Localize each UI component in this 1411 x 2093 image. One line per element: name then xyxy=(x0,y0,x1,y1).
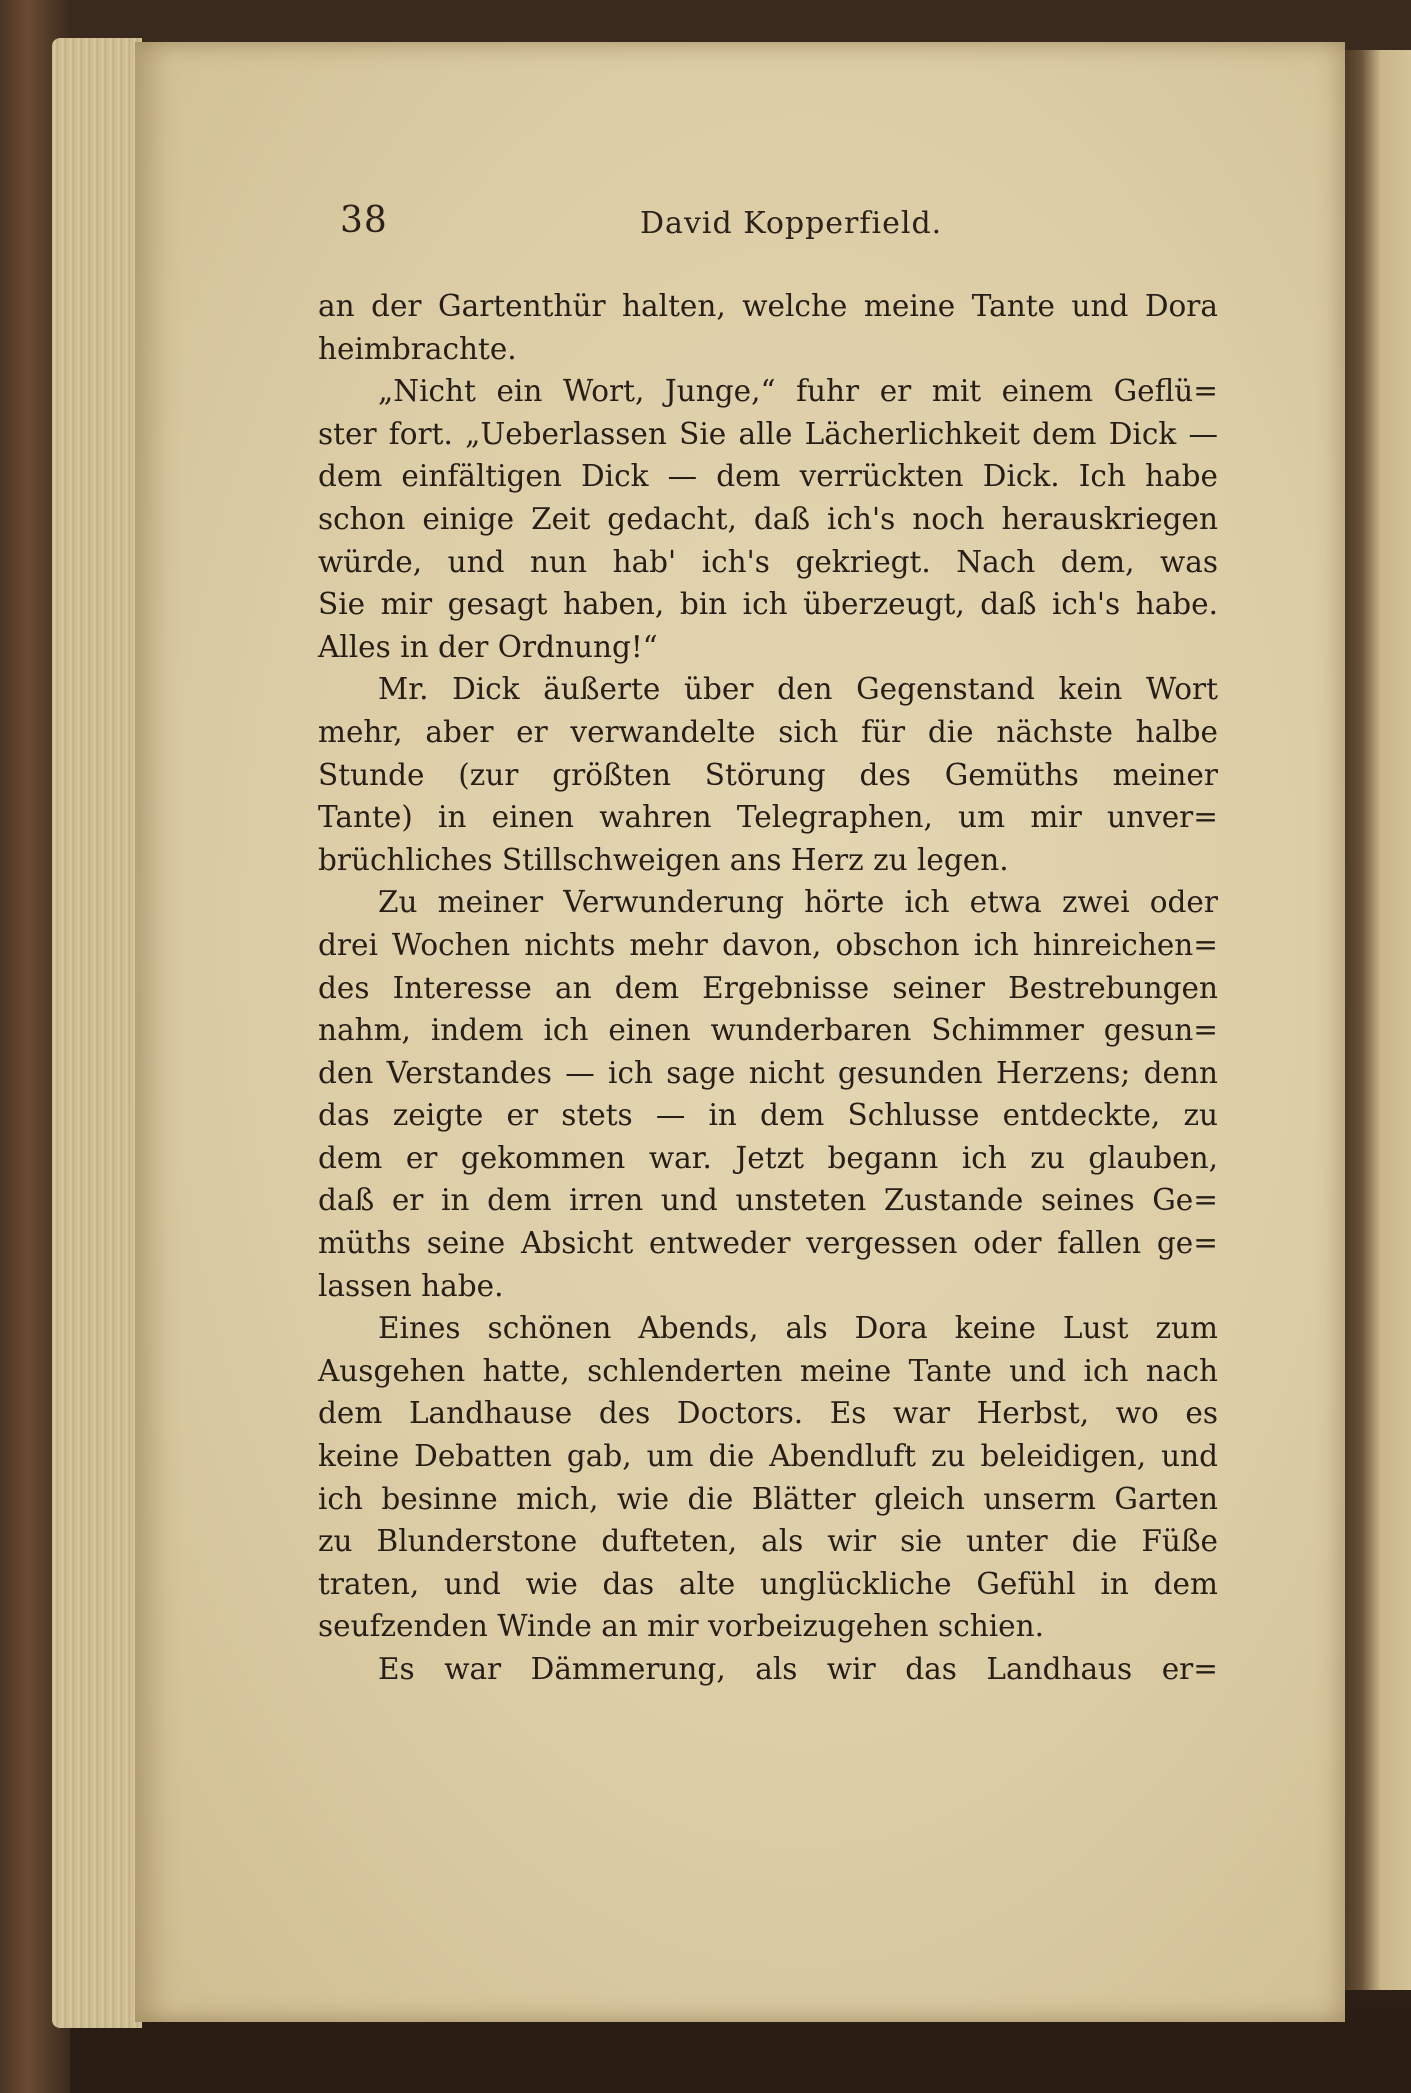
text-line: schon einige Zeit gedacht, daß ich's noch herauskriegen xyxy=(318,501,1218,536)
text-line: „Nicht ein Wort, Junge,“ fuhr er mit einem Geflü= xyxy=(378,374,1218,409)
text-line: dem Landhause des Doctors. Es war Herbst, wo es xyxy=(318,1396,1218,1431)
text-line: dem einfältigen Dick — dem verrückten Dick. Ich habe xyxy=(318,459,1218,494)
text-line: an der Gartenthür halten, welche meine Tante und Dora xyxy=(318,289,1218,323)
text-line: ich besinne mich, wie die Blätter gleich unserm Garten xyxy=(318,1481,1218,1516)
text-line: zu Blunderstone dufteten, als wir sie unter die Füße xyxy=(318,1524,1218,1559)
text-line: heimbrachte. xyxy=(318,331,517,366)
body-text xyxy=(318,285,1218,1691)
text-line: ster fort. „Ueberlassen Sie alle Lächerlichkeit dem Dick — xyxy=(318,416,1218,451)
text-line: Stunde (zur größten Störung des Gemüths meiner xyxy=(318,757,1218,792)
text-line: lassen habe. xyxy=(318,1268,504,1303)
text-line: nahm, indem ich einen wunderbaren Schimmer gesun= xyxy=(318,1013,1218,1048)
text-line: Mr. Dick äußerte über den Gegenstand kein Wort xyxy=(378,672,1218,707)
text-line: dem er gekommen war. Jetzt begann ich zu glauben, xyxy=(318,1140,1218,1175)
text-line: seufzenden Winde an mir vorbeizugehen schien. xyxy=(318,1609,1044,1644)
text-line: müths seine Absicht entweder vergessen oder fallen ge= xyxy=(318,1226,1218,1261)
running-title: David Kopperfield. xyxy=(640,206,943,241)
text-line: Eines schönen Abends, als Dora keine Lust zum xyxy=(378,1311,1218,1346)
text-line: den Verstandes — ich sage nicht gesunden Herzens; denn xyxy=(318,1055,1218,1090)
text-line: des Interesse an dem Ergebnisse seiner Bestrebungen xyxy=(318,970,1218,1005)
text-line: Sie mir gesagt haben, bin ich überzeugt, daß ich's habe. xyxy=(318,587,1218,622)
text-line: Tante) in einen wahren Telegraphen, um mir unver= xyxy=(318,800,1218,835)
text-line: Zu meiner Verwunderung hörte ich etwa zwei oder xyxy=(378,885,1218,920)
text-line: brüchliches Stillschweigen ans Herz zu legen. xyxy=(318,842,1009,877)
page-stack-left xyxy=(52,38,142,2028)
text-line: mehr, aber er verwandelte sich für die nächste halbe xyxy=(318,714,1218,749)
text-line: Es war Dämmerung, als wir das Landhaus er= xyxy=(378,1652,1218,1686)
text-line: das zeigte er stets — in dem Schlusse entdeckte, zu xyxy=(318,1098,1218,1133)
text-line: Ausgehen hatte, schlenderten meine Tante und ich nach xyxy=(318,1353,1218,1388)
text-line: daß er in dem irren und unsteten Zustande seines Ge= xyxy=(318,1183,1218,1218)
text-line: keine Debatten gab, um die Abendluft zu beleidigen, und xyxy=(318,1439,1218,1474)
page-stack-right xyxy=(1335,50,1411,1990)
text-line: würde, und nun hab' ich's gekriegt. Nach dem, was xyxy=(318,544,1218,579)
text-line: Alles in der Ordnung!“ xyxy=(318,629,658,664)
page-header xyxy=(340,200,1240,260)
page-number: 38 xyxy=(340,200,388,241)
text-line: traten, und wie das alte unglückliche Gefühl in dem xyxy=(318,1566,1218,1601)
text-line: drei Wochen nichts mehr davon, obschon ich hinreichen= xyxy=(318,927,1218,962)
